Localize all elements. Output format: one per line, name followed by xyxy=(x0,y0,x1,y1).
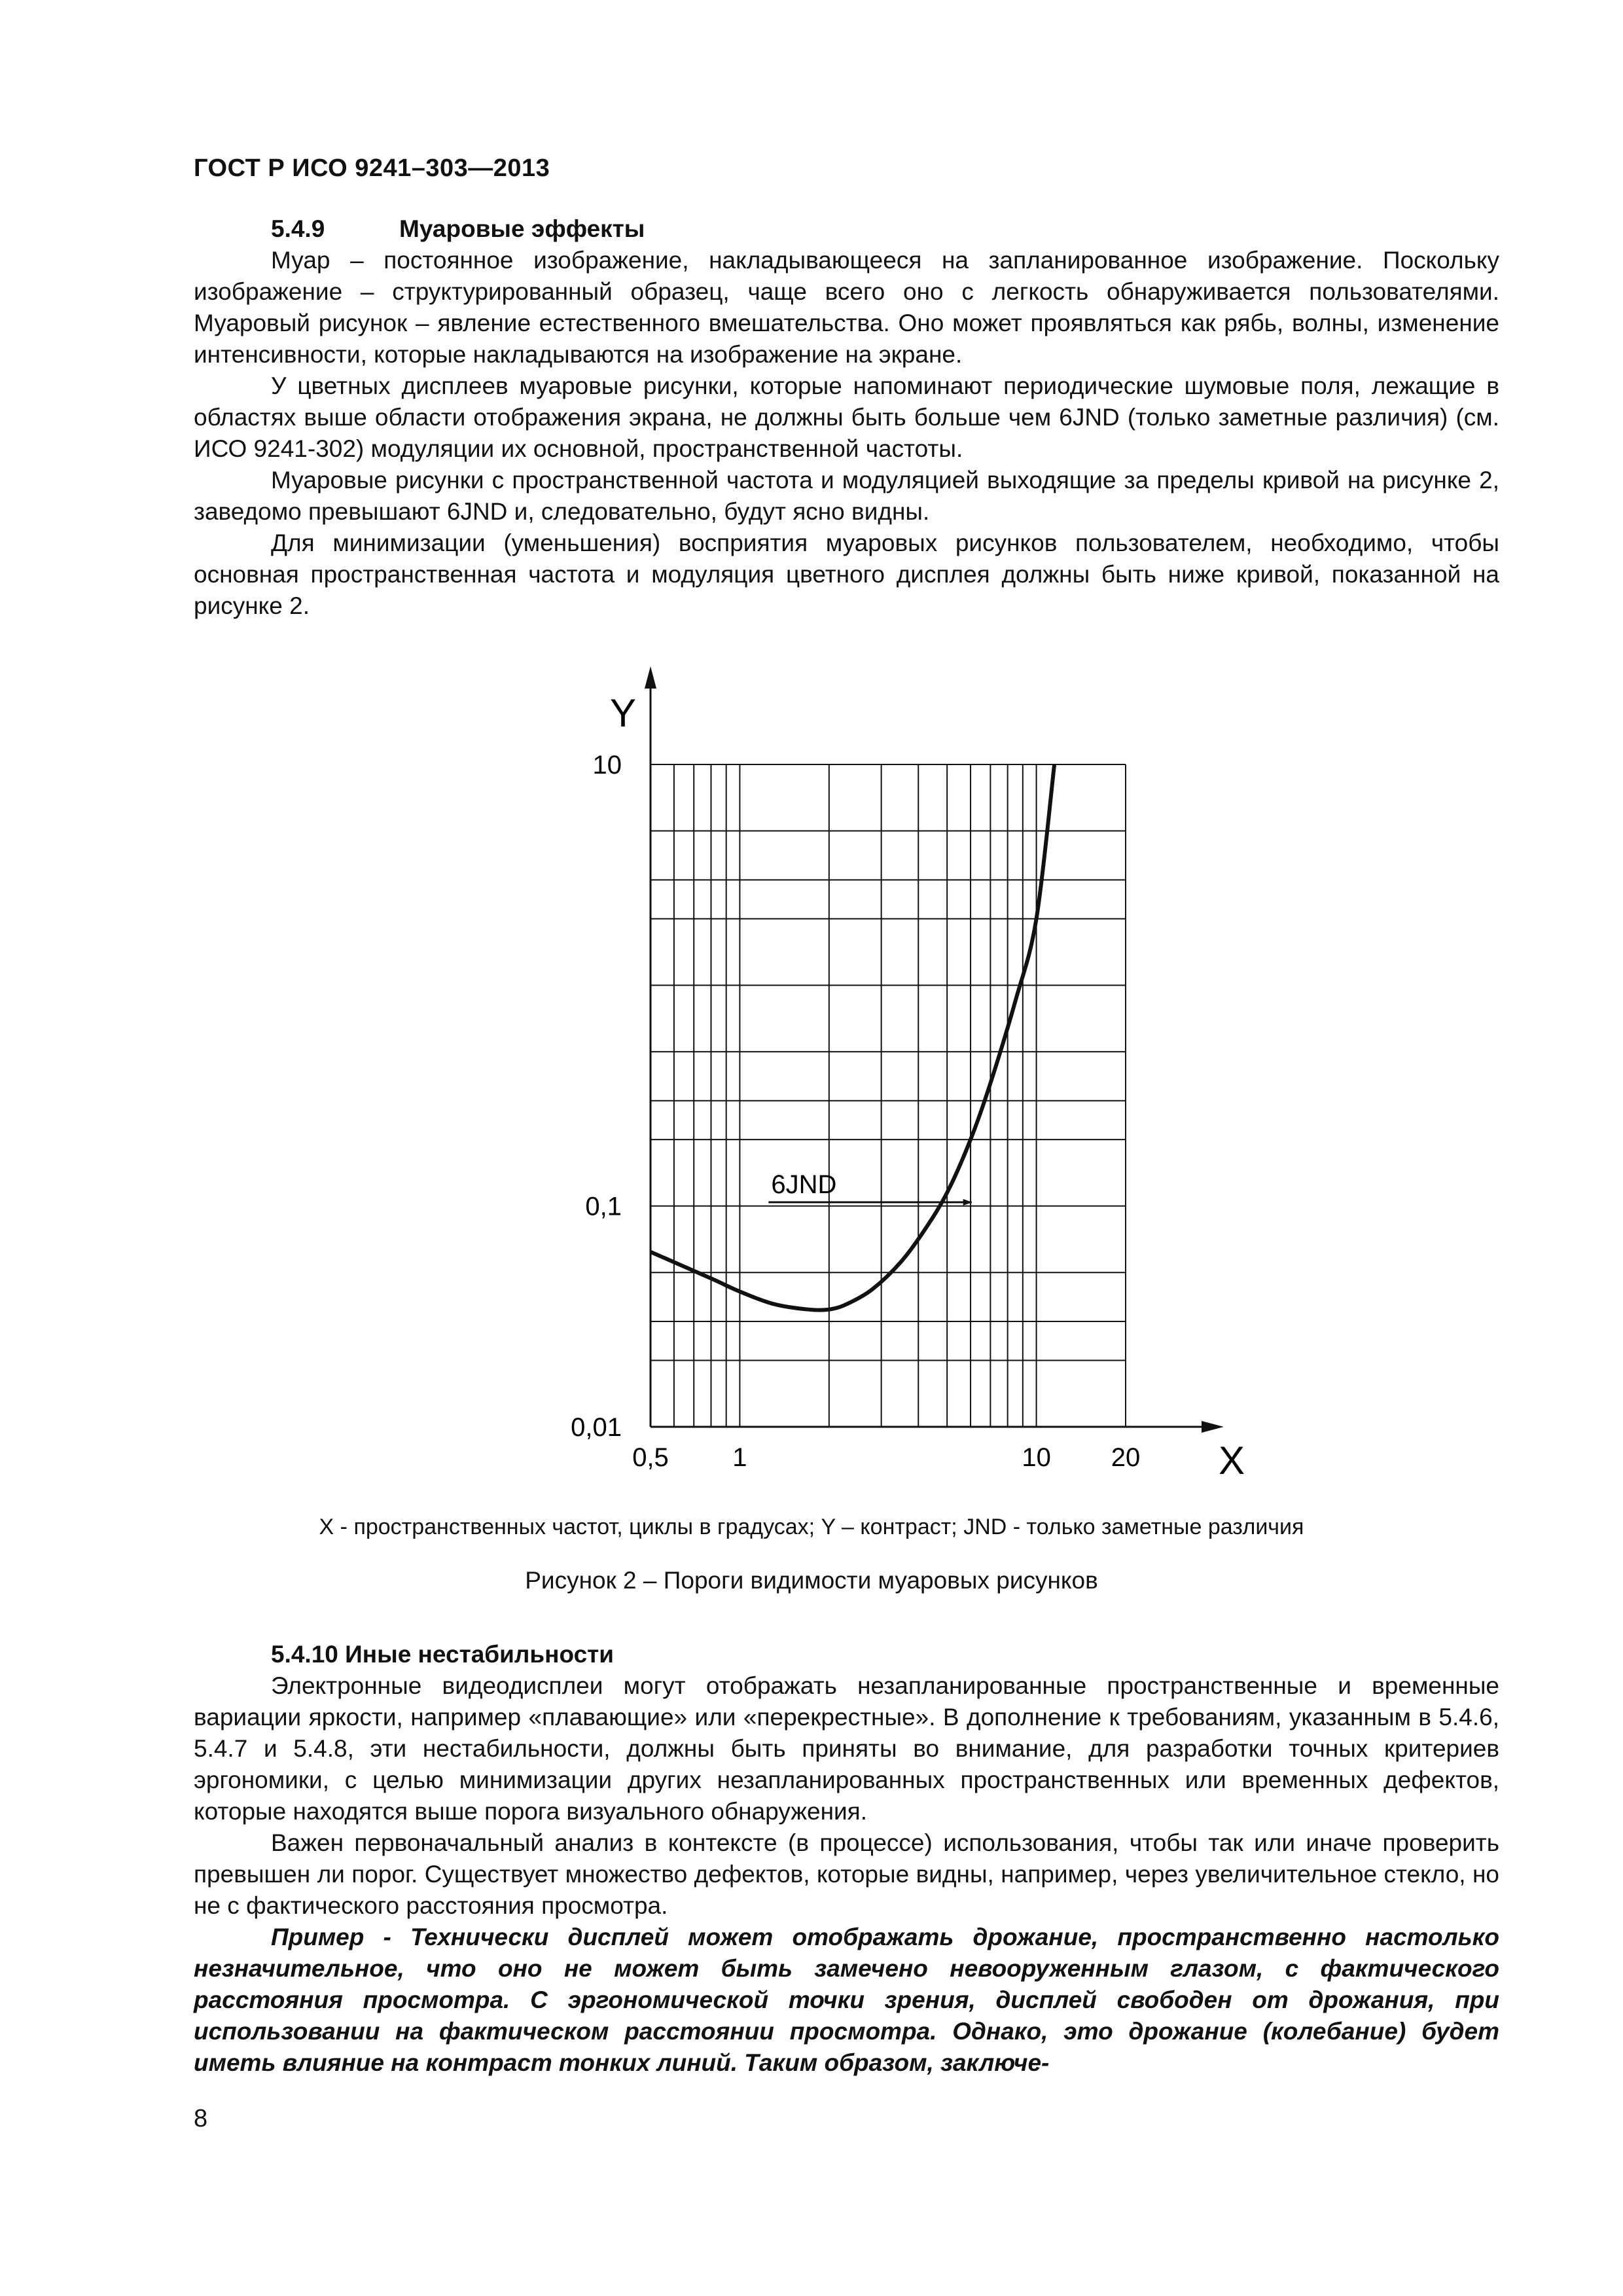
x-tick-label: 0,5 xyxy=(632,1443,669,1472)
y-tick-label: 10 xyxy=(592,751,622,780)
section-5-4-9 xyxy=(194,213,1499,622)
x-tick-label: 20 xyxy=(1111,1443,1141,1472)
y-axis-label: Y xyxy=(610,691,637,735)
paragraph: Для минимизации (уменьшения) восприятия муаровых рисунков пользователем, необходимо, чтобы основная пространственная частота и модуляция цветного дисплея должны быть ниже кривой, показанной на рисунке 2. xyxy=(194,529,1499,619)
section-heading xyxy=(194,1639,1499,1670)
chart-grid xyxy=(651,764,1126,1427)
chart-tick-labels xyxy=(571,751,1140,1472)
paragraph: Важен первоначальный анализ в контексте (в процессе) использования, чтобы так или иначе проверить превышен ли порог. Существует множество дефектов, которые видны, например, через увеличительное стекло, но не с фактического расстояния просмотра. xyxy=(194,1829,1499,1919)
section-title: Иные нестабильности xyxy=(345,1641,615,1668)
paragraph: Электронные видеодисплеи могут отображать незапланированные пространственные и временные вариации яркости, например «плавающие» или «перекрестные». В дополнение к требованиям, указанным в 5.4.6, 5.4.7 и 5.4.8, эти нестабильности, должны быть приняты во внимание, для разработки точных критериев эргономики, с целью минимизации других незапланированных пространственных или временных дефектов, которые находятся выше порога визуального обнаружения. xyxy=(194,1672,1499,1825)
section-heading xyxy=(194,213,1499,245)
paragraph: Муаровые рисунки с пространственной частота и модуляцией выходящие за пределы кривой на рисунке 2, заведомо превышают 6JND и, следовательно, будут ясно видны. xyxy=(194,467,1499,525)
figure-legend-note: X - пространственных частот, циклы в градусах; Y – контраст; JND - только заметные различия xyxy=(319,1515,1304,1539)
example-paragraph: Пример - Технически дисплей может отображать дрожание, пространственно настолько незначительное, что оно не может быть замечено невооруженным глазом, с фактического расстояния просмотра. С эргономической точки зрения, дисплей свободен от дрожания, при использовании на фактическом расстоянии просмотра. Однако, это дрожание (колебание) будет иметь влияние на контраст тонких линий. Таким образом, заключе- xyxy=(194,1924,1499,2076)
y-tick-label: 0,1 xyxy=(585,1192,622,1221)
section-number: 5.4.9 xyxy=(271,215,325,242)
paragraph: У цветных дисплеев муаровые рисунки, которые напоминают периодические шумовые поля, лежащие в областях выше области отображения экрана, не должны быть больше чем 6JND (только заметные различия) (см. ИСО 9241-302) модуляции их основной, пространственной частоты. xyxy=(194,372,1499,462)
section-number: 5.4.10 xyxy=(271,1641,338,1668)
x-tick-label: 10 xyxy=(1022,1443,1051,1472)
chart-annotation xyxy=(768,1170,971,1202)
y-axis-arrowhead xyxy=(645,666,656,689)
page-number: 8 xyxy=(194,2105,208,2132)
section-5-4-10 xyxy=(194,1639,1499,2079)
document-header: ГОСТ Р ИСО 9241–303—2013 xyxy=(194,154,550,182)
x-axis-label: X xyxy=(1219,1439,1245,1482)
figure-caption: Рисунок 2 – Пороги видимости муаровых рисунков xyxy=(525,1567,1098,1594)
x-tick-label: 1 xyxy=(732,1443,747,1472)
y-tick-label: 0,01 xyxy=(571,1413,622,1442)
paragraph: Муар – постоянное изображение, накладывающееся на запланированное изображение. Поскольку изображение – структурированный образец, чаще всего оно с легкость обнаруживается пользователями. Муаровый рисунок – явление естественного вмешательства. Оно может проявляться как рябь, волны, изменение интенсивности, которые накладываются на изображение на экране. xyxy=(194,247,1499,368)
x-axis-arrowhead xyxy=(1202,1421,1224,1433)
section-title: Муаровые эффекты xyxy=(399,215,645,242)
moire-threshold-chart xyxy=(550,655,1270,1486)
annotation-label: 6JND xyxy=(771,1170,837,1199)
